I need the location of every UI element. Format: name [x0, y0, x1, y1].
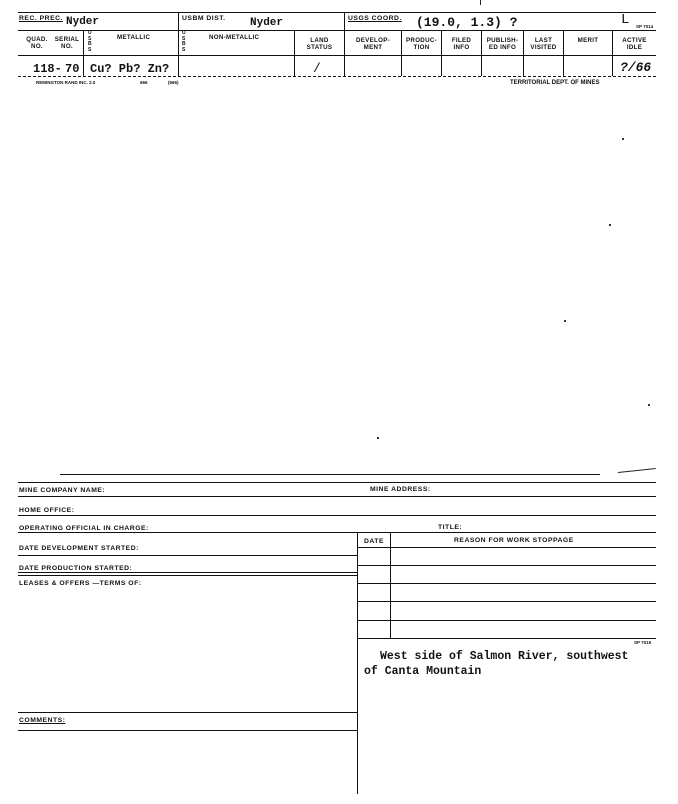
record-serial: 70 [65, 62, 80, 76]
col-non-metallic: NON-METALLIC [209, 34, 260, 41]
rec-prec-label: REC. PREC. [19, 15, 63, 22]
date-production-label: DATE PRODUCTION STARTED: [19, 565, 133, 572]
table-rule-3 [357, 583, 656, 584]
table-rule-1 [357, 547, 656, 548]
col-active-idle: ACTIVE IDLE [622, 37, 647, 51]
lower-vertical-divider [357, 532, 358, 794]
left-rule-2 [18, 572, 357, 573]
lower-rule-top-2 [18, 482, 656, 483]
col-merit: MERIT [577, 37, 599, 44]
left-rule-4 [18, 730, 357, 731]
col-filed-info: FILED INFO [451, 37, 472, 51]
lower-rule-1 [18, 496, 656, 497]
operating-official-label: OPERATING OFFICIAL IN CHARGE: [19, 525, 149, 532]
rec-prec-value: Nyder [66, 16, 100, 28]
location-line-2: of Canta Mountain [364, 665, 482, 678]
table-rule-2 [357, 565, 656, 566]
leases-offers-label: LEASES & OFFERS —TERMS OF: [19, 580, 142, 587]
lower-rule-3 [18, 532, 656, 533]
form-number-top: SP 7014 [636, 24, 654, 29]
col-production: PRODUC- TION [406, 37, 437, 51]
left-rule-3 [18, 712, 357, 713]
title-label: TITLE: [438, 524, 463, 531]
usgs-coord-label: USGS COORD. [348, 15, 402, 22]
form-number-bottom: SP 7015 [634, 640, 652, 645]
col-land-status: LAND STATUS [306, 37, 333, 51]
rule-colhead-bottom [18, 55, 656, 56]
territorial-dept: TERRITORIAL DEPT. OF MINES [510, 80, 600, 86]
comments-label: COMMENTS: [19, 717, 66, 724]
col-serial-no: SERIAL NO. [54, 36, 80, 50]
date-development-label: DATE DEVELOPMENT STARTED: [19, 545, 139, 552]
record-quad: 118- [33, 62, 62, 76]
col-quad-no: QUAD. NO. [26, 36, 48, 50]
lower-rule-squiggle [618, 468, 656, 477]
rule-record-bottom [18, 76, 656, 77]
reason-col-label: REASON FOR WORK STOPPAGE [454, 537, 574, 544]
record-metallic: Cu? Pb? Zn? [90, 62, 170, 76]
lower-rule-2 [18, 515, 656, 516]
home-office-label: HOME OFFICE: [19, 507, 75, 514]
vrule-after-metallic [178, 12, 179, 76]
printer-code-2: (666) [168, 80, 179, 85]
col-usbs-metallic: U S B S [88, 30, 92, 53]
speck-3 [609, 224, 611, 226]
printer-mark: REMINGTON RAND INC. 2.0 [36, 80, 96, 85]
col-usbs-nonmetallic: U S B S [182, 30, 186, 53]
col-published-info: PUBLISH- ED INFO [486, 37, 519, 51]
location-line-1: West side of Salmon River, southwest [380, 650, 629, 663]
left-rule-2b [18, 575, 357, 576]
table-rule-6 [357, 638, 656, 639]
speck-6 [377, 437, 379, 439]
col-development: DEVELOP- MENT [355, 37, 391, 51]
speck-2 [622, 138, 624, 140]
speck-1 [480, 0, 481, 5]
speck-5 [648, 404, 650, 406]
record-land-status: / [313, 61, 321, 76]
rule-header-bottom [18, 30, 656, 31]
usbm-dist-label: USBM DIST. [182, 15, 226, 22]
usbm-dist-value: Nyder [250, 17, 284, 29]
col-last-visited: LAST VISITED [530, 37, 557, 51]
rule-top [18, 12, 656, 13]
lower-rule-top [60, 474, 600, 475]
table-rule-5 [357, 620, 656, 621]
corner-mark: L [621, 12, 630, 28]
vrule-after-serial [83, 30, 84, 76]
speck-4 [564, 320, 566, 322]
date-col-label: DATE [364, 538, 384, 545]
left-rule-1 [18, 555, 357, 556]
mine-address-label: MINE ADDRESS: [370, 486, 431, 493]
usgs-coord-value: (19.0, 1.3) ? [416, 15, 518, 30]
printer-code: 666 [140, 80, 148, 85]
table-rule-4 [357, 601, 656, 602]
col-metallic: METALLIC [117, 34, 151, 41]
mine-company-name-label: MINE COMPANY NAME: [19, 487, 106, 494]
record-active-idle: ?/66 [620, 60, 652, 75]
